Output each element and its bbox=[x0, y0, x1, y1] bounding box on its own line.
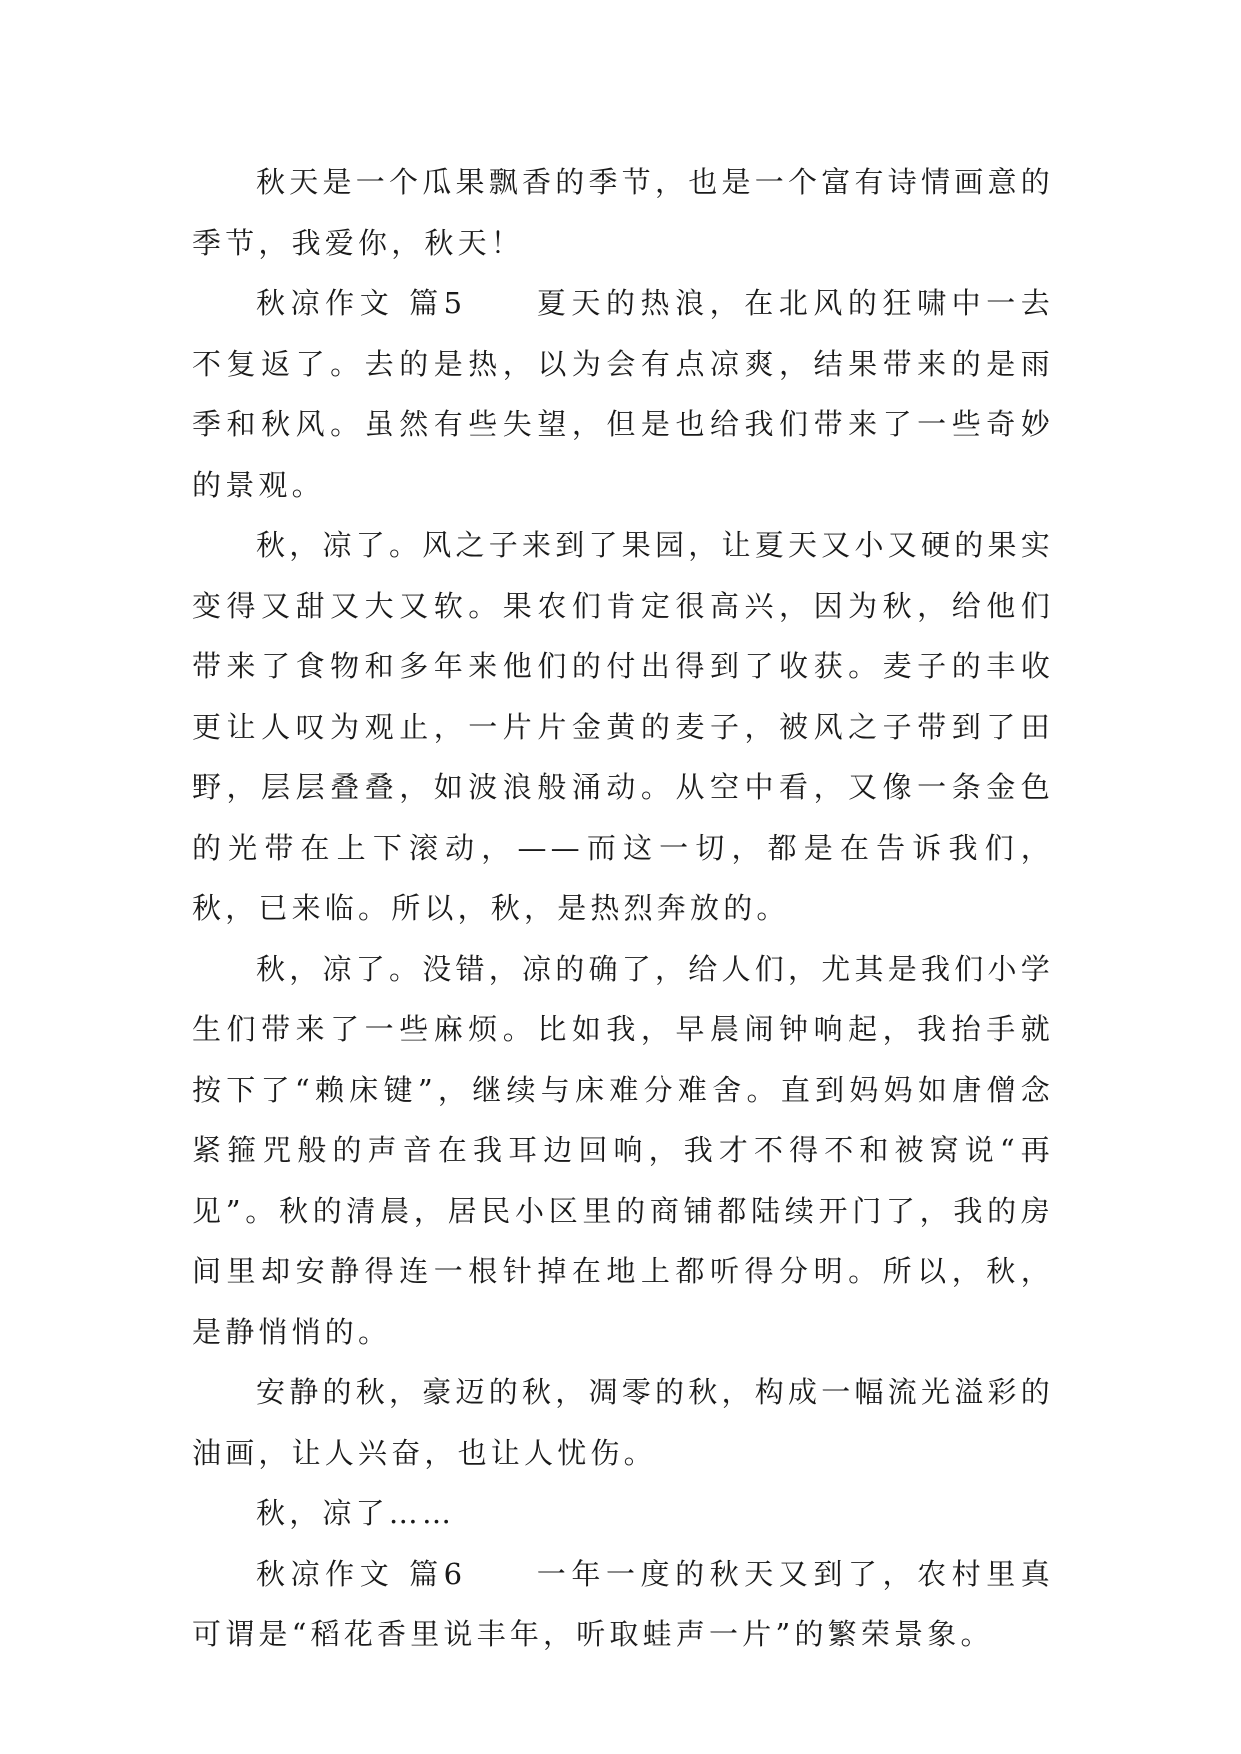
paragraph-orchard-harvest: 秋，凉了。风之子来到了果园，让夏天又小又硬的果实变得又甜又大又软。果农们肯定很高兴，因为秋，给他们带来了食物和多年来他们的付出得到了收获。麦子的丰收更让人叹为观止，一片片金黄的麦子，被风之子带到了田野，层层叠叠，如波浪般涌动。从空中看，又像一条金色的光带在上下滚动，——而这一切，都是在告诉我们，秋，已来临。所以，秋，是热烈奔放的。 bbox=[192, 528, 1054, 925]
document-body bbox=[192, 152, 1054, 1665]
paragraph-autumn-praise: 秋天是一个瓜果飘香的季节，也是一个富有诗情画意的季节，我爱你，秋天！ bbox=[192, 165, 1054, 260]
paragraph-quiet-morning: 秋，凉了。没错，凉的确了，给人们，尤其是我们小学生们带来了一些麻烦。比如我，早晨闹钟响起，我抬手就按下了“赖床键”，继续与床难分难舍。直到妈妈如唐僧念紧箍咒般的声音在我耳边回响，我才不得不和被窝说“再见”。秋的清晨，居民小区里的商铺都陆续开门了，我的房间里却安静得连一根针掉在地上都听得分明。所以，秋，是静悄悄的。 bbox=[192, 951, 1054, 1349]
paragraph-essay-6-intro: 秋凉作文 篇6 一年一度的秋天又到了，农村里真可谓是“稻花香里说丰年，听取蛙声一片”的繁荣景象。 bbox=[192, 1556, 1054, 1651]
paragraph-essay-5-intro: 秋凉作文 篇5 夏天的热浪，在北风的狂啸中一去不复返了。去的是热，以为会有点凉爽，结果带来的是雨季和秋风。虽然有些失望，但是也给我们带来了一些奇妙的景观。 bbox=[192, 286, 1054, 502]
paragraph-autumn-cool: 秋，凉了…… bbox=[256, 1496, 456, 1530]
paragraph-oil-painting: 安静的秋，豪迈的秋，凋零的秋，构成一幅流光溢彩的油画，让人兴奋，也让人忧伤。 bbox=[192, 1375, 1054, 1470]
